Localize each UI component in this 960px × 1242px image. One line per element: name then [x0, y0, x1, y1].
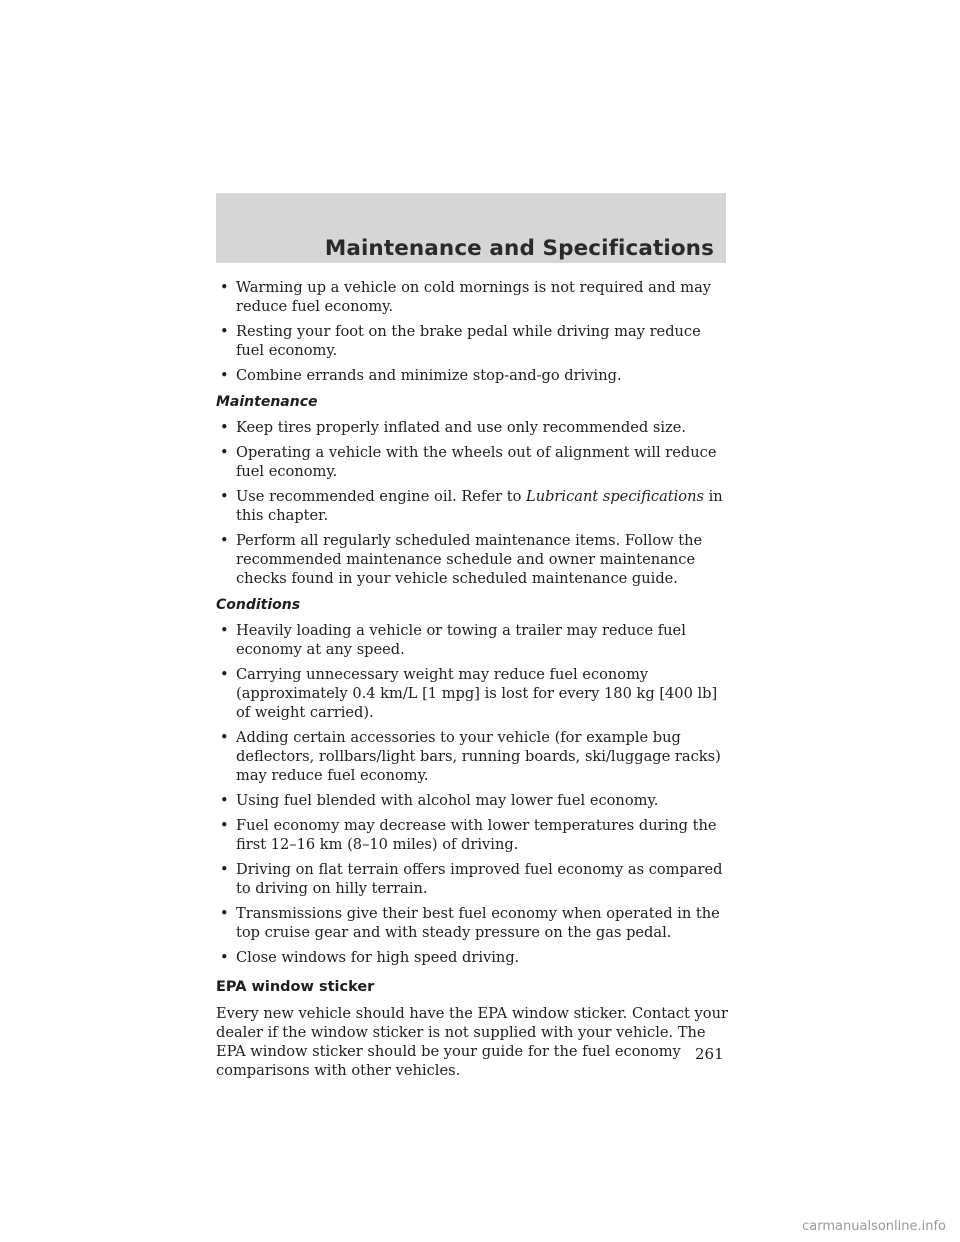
list-item-text: Carrying unnecessary weight may reduce fuel economy (approximately 0.4 km/L [1 mpg] is lost for every 180 kg [400 lb] of weight carried).: [236, 666, 718, 721]
list-item-text: Combine errands and minimize stop-and-go driving.: [236, 367, 622, 384]
list-item: [216, 278, 731, 316]
list-item-text: Warming up a vehicle on cold mornings is not required and may reduce fuel economy.: [236, 279, 712, 315]
list-item: [216, 322, 731, 360]
list-item-text: Close windows for high speed driving.: [236, 949, 520, 966]
list-item-text: Driving on flat terrain offers improved fuel economy as compared to driving on hilly terrain.: [236, 861, 723, 897]
bullet-icon: •: [220, 444, 229, 461]
list-item-text: [236, 488, 723, 524]
list-item: [216, 443, 731, 481]
list-item-text: Resting your foot on the brake pedal while driving may reduce fuel economy.: [236, 323, 701, 359]
list-item-text: Heavily loading a vehicle or towing a trailer may reduce fuel economy at any speed.: [236, 622, 686, 658]
list-item-text: Operating a vehicle with the wheels out of alignment will reduce fuel economy.: [236, 444, 717, 480]
page-body: [216, 278, 731, 1080]
list-item: [216, 621, 731, 659]
list-item-text-pre: Use recommended engine oil. Refer to: [236, 488, 526, 505]
list-item: [216, 531, 731, 588]
bullet-icon: •: [220, 622, 229, 639]
bullet-icon: •: [220, 949, 229, 966]
conditions-heading: Conditions: [216, 597, 301, 613]
list-item-text: Perform all regularly scheduled maintenance items. Follow the recommended maintenance schedule and owner maintenance checks found in your vehicle scheduled maintenance guide.: [236, 532, 703, 587]
bullet-icon: •: [220, 323, 229, 340]
bullet-icon: •: [220, 817, 229, 834]
list-item-text: Using fuel blended with alcohol may lower fuel economy.: [236, 792, 659, 809]
list-item: [216, 487, 731, 525]
list-item-text-post: in this chapter.: [236, 488, 723, 524]
maintenance-heading: Maintenance: [216, 394, 318, 410]
list-item-text: Transmissions give their best fuel economy when operated in the top cruise gear and with steady pressure on the gas pedal.: [236, 905, 720, 941]
list-item-text: Adding certain accessories to your vehicle (for example bug deflectors, rollbars/light bars, running boards, ski/luggage racks) may reduce fuel economy.: [236, 729, 721, 784]
bullet-icon: •: [220, 419, 229, 436]
epa-heading: EPA window sticker: [216, 979, 375, 995]
bullet-icon: •: [220, 861, 229, 878]
list-item: [216, 816, 731, 854]
list-item: [216, 860, 731, 898]
bullet-icon: •: [220, 488, 229, 505]
bullet-icon: •: [220, 532, 229, 549]
list-item: [216, 904, 731, 942]
watermark: carmanualsonline.info: [802, 1219, 946, 1234]
list-item-text: Keep tires properly inflated and use only recommended size.: [236, 419, 686, 436]
list-item-text: Fuel economy may decrease with lower temperatures during the first 12–16 km (8–10 miles) of driving.: [236, 817, 717, 853]
list-item: [216, 366, 731, 385]
bullet-icon: •: [220, 666, 229, 683]
list-item: [216, 948, 731, 967]
bullet-icon: •: [220, 905, 229, 922]
lubricant-specifications-reference: Lubricant specifications: [526, 488, 704, 505]
bullet-icon: •: [220, 792, 229, 809]
bullet-icon: •: [220, 729, 229, 746]
epa-paragraph: Every new vehicle should have the EPA window sticker. Contact your dealer if the window sticker is not supplied with your vehicle. The EPA window sticker should be your guide for the fuel economy comparisons with other vehicles.: [216, 1005, 728, 1079]
list-item: [216, 791, 731, 810]
list-item: [216, 665, 731, 722]
list-item: [216, 728, 731, 785]
page-number: 261: [695, 1045, 724, 1063]
list-item: [216, 418, 731, 437]
section-header-band: [216, 193, 726, 263]
bullet-icon: •: [220, 279, 229, 296]
section-title: Maintenance and Specifications: [324, 236, 714, 261]
bullet-icon: •: [220, 367, 229, 384]
